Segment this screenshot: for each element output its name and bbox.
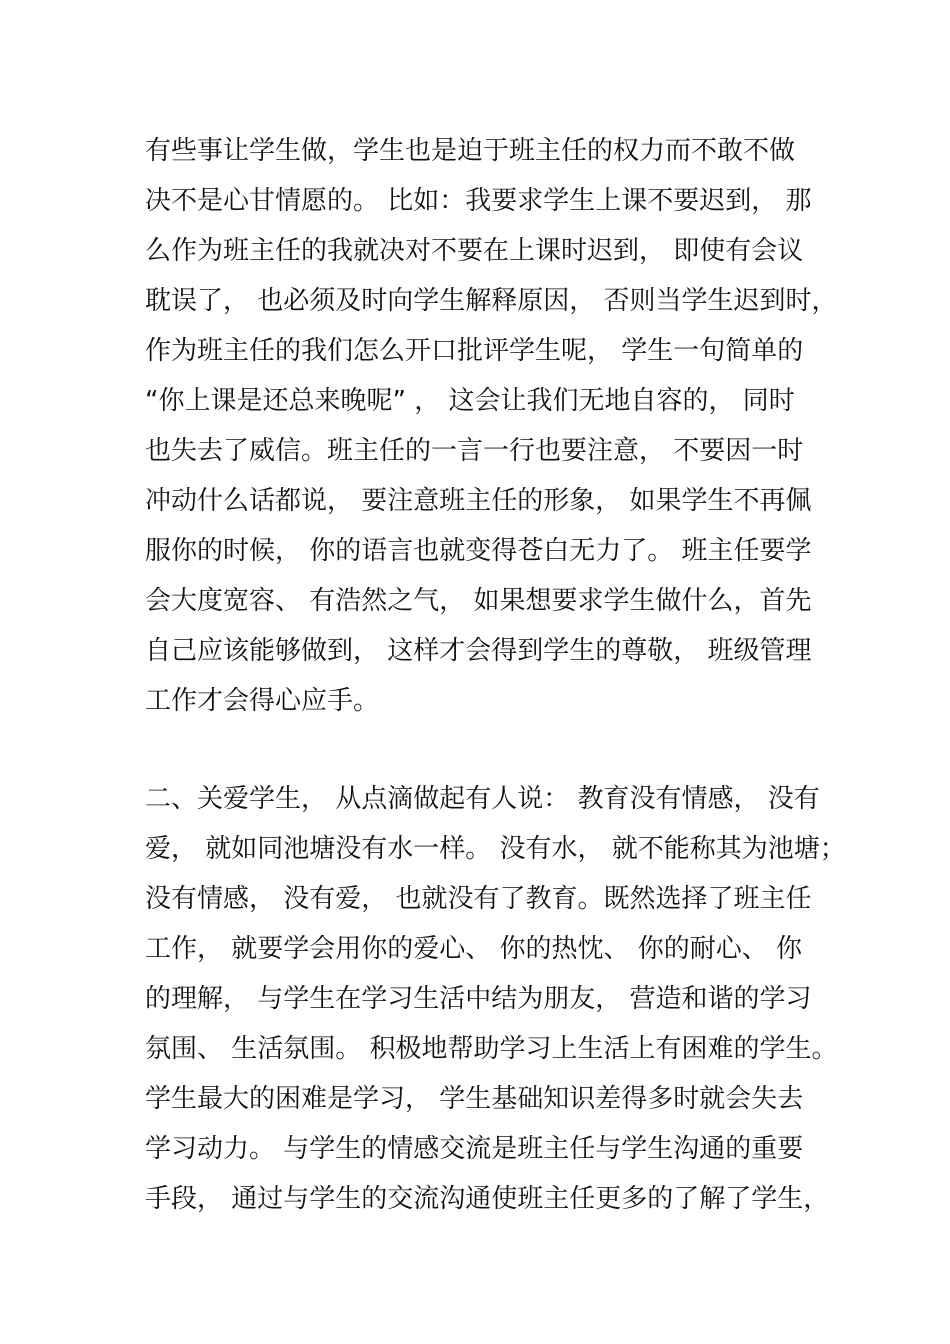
text-line: 服你的时候， 你的语言也就变得苍白无力了。 班主任要学 [145, 536, 812, 566]
text-line: 自己应该能够做到， 这样才会得到学生的尊敬， 班级管理 [145, 636, 812, 666]
text-line: 作为班主任的我们怎么开口批评学生呢， 学生一句简单的 [145, 336, 804, 366]
text-line: 爱， 就如同池塘没有水一样。 没有水， 就不能称其为池塘； [145, 834, 846, 864]
text-line: 工作才会得心应手。 [145, 686, 380, 716]
text-line: 冲动什么话都说， 要注意班主任的形象， 如果学生不再佩 [145, 486, 812, 516]
text-line: “你上课是还总来晚呢” ， 这会让我们无地自容的， 同时 [145, 386, 795, 416]
text-line: 也失去了威信。班主任的一言一行也要注意， 不要因一时 [145, 436, 804, 466]
section-heading-line: 二、关爱学生， 从点滴做起有人说： 教育没有情感， 没有 [145, 784, 820, 814]
text-line: 么作为班主任的我就决对不要在上课时迟到， 即使有会议 [145, 236, 804, 266]
text-line: 工作， 就要学会用你的爱心、 你的热忱、 你的耐心、 你 [145, 934, 803, 964]
text-line: 学习动力。 与学生的情感交流是班主任与学生沟通的重要 [145, 1134, 804, 1164]
text-line: 手段， 通过与学生的交流沟通使班主任更多的了解了学生， [145, 1184, 830, 1214]
text-line: 有些事让学生做，学生也是迫于班主任的权力而不敢不做 [145, 136, 796, 166]
text-line: 决不是心甘情愿的。 比如：我要求学生上课不要迟到， 那 [145, 186, 812, 216]
text-line: 没有情感， 没有爱， 也就没有了教育。既然选择了班主任 [145, 884, 812, 914]
text-line: 学生最大的困难是学习， 学生基础知识差得多时就会失去 [145, 1084, 804, 1114]
text-line: 氛围、 生活氛围。 积极地帮助学习上生活上有困难的学生。 [145, 1034, 838, 1064]
text-line: 会大度宽容、 有浩然之气， 如果想要求学生做什么，首先 [145, 586, 812, 616]
text-line: 耽误了， 也必须及时向学生解释原因， 否则当学生迟到时， [145, 286, 838, 316]
text-line: 的理解， 与学生在学习生活中结为朋友， 营造和谐的学习 [145, 984, 812, 1014]
